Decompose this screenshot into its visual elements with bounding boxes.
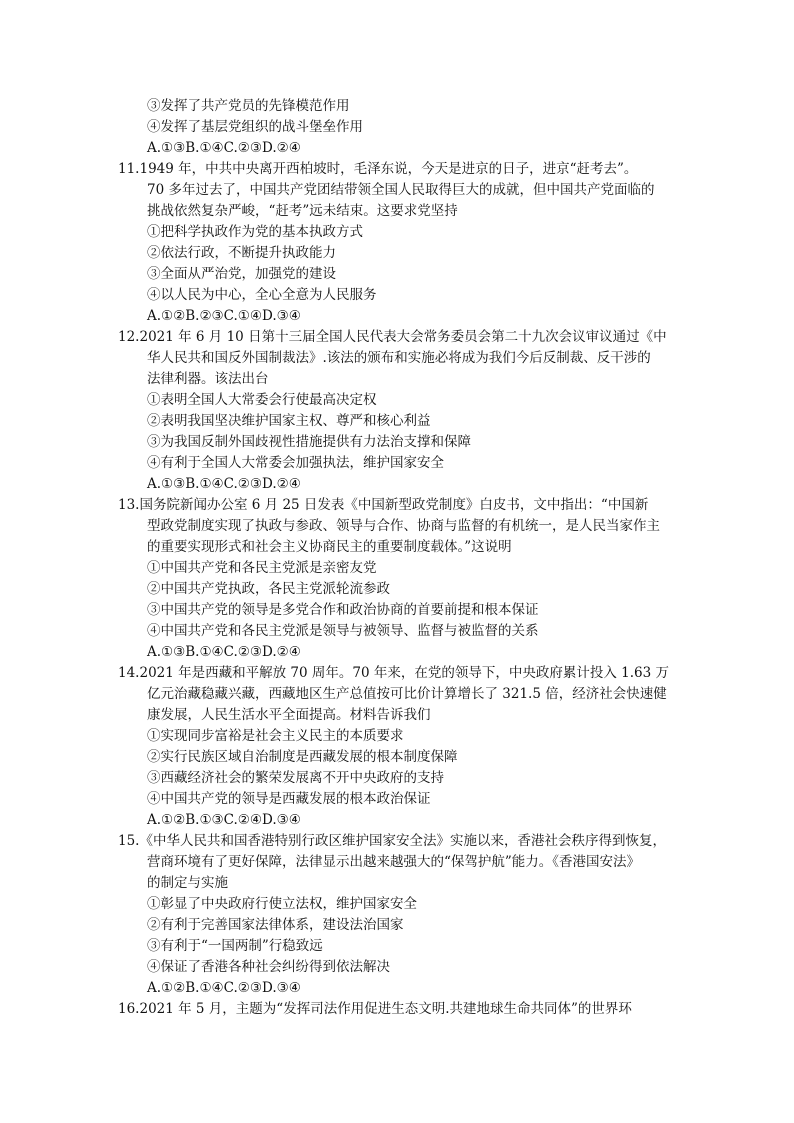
option-line: ③全面从严治党，加强党的建设 [147, 266, 336, 282]
question-text: 康发展，人民生活水平全面提高。材料告诉我们 [147, 707, 431, 723]
question-stem [118, 663, 678, 684]
option-line: ③西藏经济社会的繁荣发展离不开中央政府的支持 [147, 770, 444, 786]
question-text: 营商环境有了更好保障，法律显示出越来越强大的“保驾护航”能力。《香港国安法》 [147, 854, 641, 870]
option-line: ④中国共产党的领导是西藏发展的根本政治保证 [147, 791, 431, 807]
question-number: 12. [118, 329, 140, 345]
question-list [118, 96, 678, 1020]
option-line: ①把科学执政作为党的基本执政方式 [147, 224, 363, 240]
question-stem [118, 159, 678, 180]
answer-choices: A.①③B.①④C.②③D.②④ [147, 476, 301, 492]
question-text: 的重要实现形式和社会主义协商民主的重要制度载体。”这说明 [147, 539, 512, 555]
question-number: 16. [118, 1001, 140, 1017]
option-line: ④发挥了基层党组织的战斗堡垒作用 [147, 119, 363, 135]
question-stem [118, 495, 678, 516]
option-line: ②依法行政，不断提升执政能力 [147, 245, 336, 261]
question-text: 2021 年是西藏和平解放 70 周年。70 年来，在党的领导下，中央政府累计投入 1.63 万 [139, 665, 670, 681]
option-line: ①中国共产党和各民主党派是亲密友党 [147, 560, 377, 576]
question-text: 国务院新闻办公室 6 月 25 日发表《中国新型政党制度》白皮书，文中指出：“中国新 [139, 497, 649, 513]
option-line: ③中国共产党的领导是多党合作和政治协商的首要前提和根本保证 [147, 602, 539, 618]
question-text: 《中华人民共和国香港特别行政区维护国家安全法》实施以来，香港社会秩序得到恢复， [139, 833, 666, 849]
question-text: 挑战依然复杂严峻，“赶考”远未结束。这要求党坚持 [147, 203, 458, 219]
question-text: 2021 年 5 月，主题为“发挥司法作用促进生态文明.共建地球生命共同体”的世界环 [139, 1001, 632, 1017]
question-stem [118, 999, 678, 1020]
question-text: 法律利器。该法出台 [147, 371, 269, 387]
question-text: 2021 年 6 月 10 日第十三届全国人民代表大会常务委员会第二十九次会议审议通过《中 [139, 329, 667, 345]
answer-choices: A.①②B.①④C.②③D.③④ [147, 980, 301, 996]
question-text: 的制定与实施 [147, 875, 228, 891]
question-number: 15. [118, 833, 140, 849]
answer-choices: A.①③B.①④C.②③D.②④ [147, 140, 301, 156]
question-number: 13. [118, 497, 140, 513]
option-line: ③为我国反制外国歧视性措施提供有力法治支撑和保障 [147, 434, 471, 450]
option-line: ③发挥了共产党员的先锋模范作用 [147, 98, 350, 114]
question-text: 亿元治藏稳藏兴藏，西藏地区生产总值按可比价计算增长了 321.5 倍，经济社会快速健 [147, 686, 667, 702]
question-text: 70 多年过去了，中国共产党团结带领全国人民取得巨大的成就，但中国共产党面临的 [147, 182, 655, 198]
option-line: ④以人民为中心，全心全意为人民服务 [147, 287, 377, 303]
question-text: 型政党制度实现了执政与参政、领导与合作、协商与监督的有机统一，是人民当家作主 [147, 518, 660, 534]
answer-choices: A.①③B.①④C.②③D.②④ [147, 644, 301, 660]
answer-choices: A.①②B.①③C.②④D.③④ [147, 812, 301, 828]
question-stem [118, 831, 678, 852]
option-line: ②表明我国坚决维护国家主权、尊严和核心利益 [147, 413, 431, 429]
option-line: ④保证了香港各种社会纠纷得到依法解决 [147, 959, 390, 975]
option-line: ②中国共产党执政，各民主党派轮流参政 [147, 581, 390, 597]
option-line: ④中国共产党和各民主党派是领导与被领导、监督与被监督的关系 [147, 623, 539, 639]
question-stem [118, 327, 678, 348]
question-number: 11. [118, 161, 140, 177]
option-line: ③有利于“一国两制”行稳致远 [147, 938, 323, 954]
question-text: 华人民共和国反外国制裁法》.该法的颁布和实施必将成为我们今后反制裁、反干涉的 [147, 350, 651, 366]
question-text: 1949 年，中共中央离开西柏坡时，毛泽东说，今天是进京的日子，进京“赶考去”。 [139, 161, 638, 177]
option-line: ②实行民族区域自治制度是西藏发展的根本制度保障 [147, 749, 458, 765]
question-number: 14. [118, 665, 140, 681]
option-line: ②有利于完善国家法律体系，建设法治国家 [147, 917, 404, 933]
answer-choices: A.①②B.②③C.①④D.③④ [147, 308, 301, 324]
option-line: ①表明全国人大常委会行使最高决定权 [147, 392, 377, 408]
option-line: ①实现同步富裕是社会主义民主的本质要求 [147, 728, 404, 744]
option-line: ④有利于全国人大常委会加强执法，维护国家安全 [147, 455, 444, 471]
option-line: ①彰显了中央政府行使立法权，维护国家安全 [147, 896, 417, 912]
